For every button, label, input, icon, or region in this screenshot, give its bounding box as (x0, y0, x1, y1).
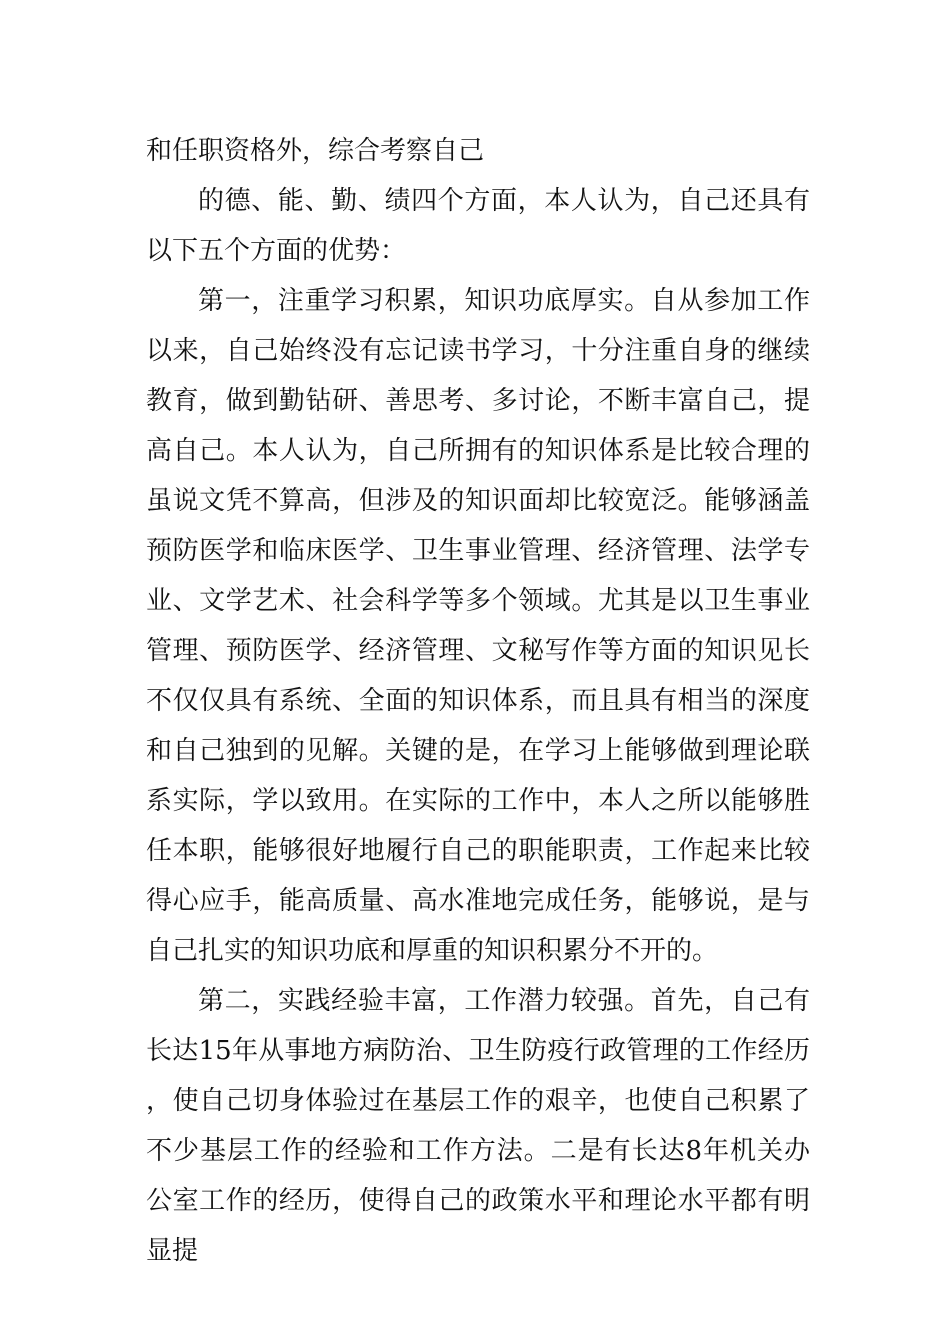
paragraph-first-advantage: 第一，注重学习积累，知识功底厚实。自从参加工作以来，自己始终没有忘记读书学习，十分注重自身的继续教育，做到勤钻研、善思考、多讨论，不断丰富自己，提高自己。本人认为，自己所拥有的知识体系是比较合理的虽说文凭不算高，但涉及的知识面却比较宽泛。能够涵盖预防医学和临床医学、卫生事业管理、经济管理、法学专业、文学艺术、社会科学等多个领域。尤其是以卫生事业管理、预防医学、经济管理、文秘写作等方面的知识见长不仅仅具有系统、全面的知识体系，而且具有相当的深度和自己独到的见解。关键的是，在学习上能够做到理论联系实际，学以致用。在实际的工作中，本人之所以能够胜任本职，能够很好地履行自己的职能职责，工作起来比较得心应手，能高质量、高水准地完成任务，能够说，是与自己扎实的知识功底和厚重的知识积累分不开的。 (146, 286, 810, 966)
paragraph-second-advantage: 第二，实践经验丰富，工作潜力较强。首先，自己有长达15年从事地方病防治、卫生防疫行政管理的工作经历，使自己切身体验过在基层工作的艰辛，也使自己积累了不少基层工作的经验和工作方法。二是有长达8年机关办公室工作的经历，使得自己的政策水平和理论水平都有明显提 (146, 986, 810, 1266)
paragraph-intro: 的德、能、勤、绩四个方面，本人认为，自己还具有以下五个方面的优势： (146, 186, 810, 266)
paragraph-continuation: 和任职资格外，综合考察自己 (146, 136, 485, 166)
document-body (146, 126, 810, 1276)
